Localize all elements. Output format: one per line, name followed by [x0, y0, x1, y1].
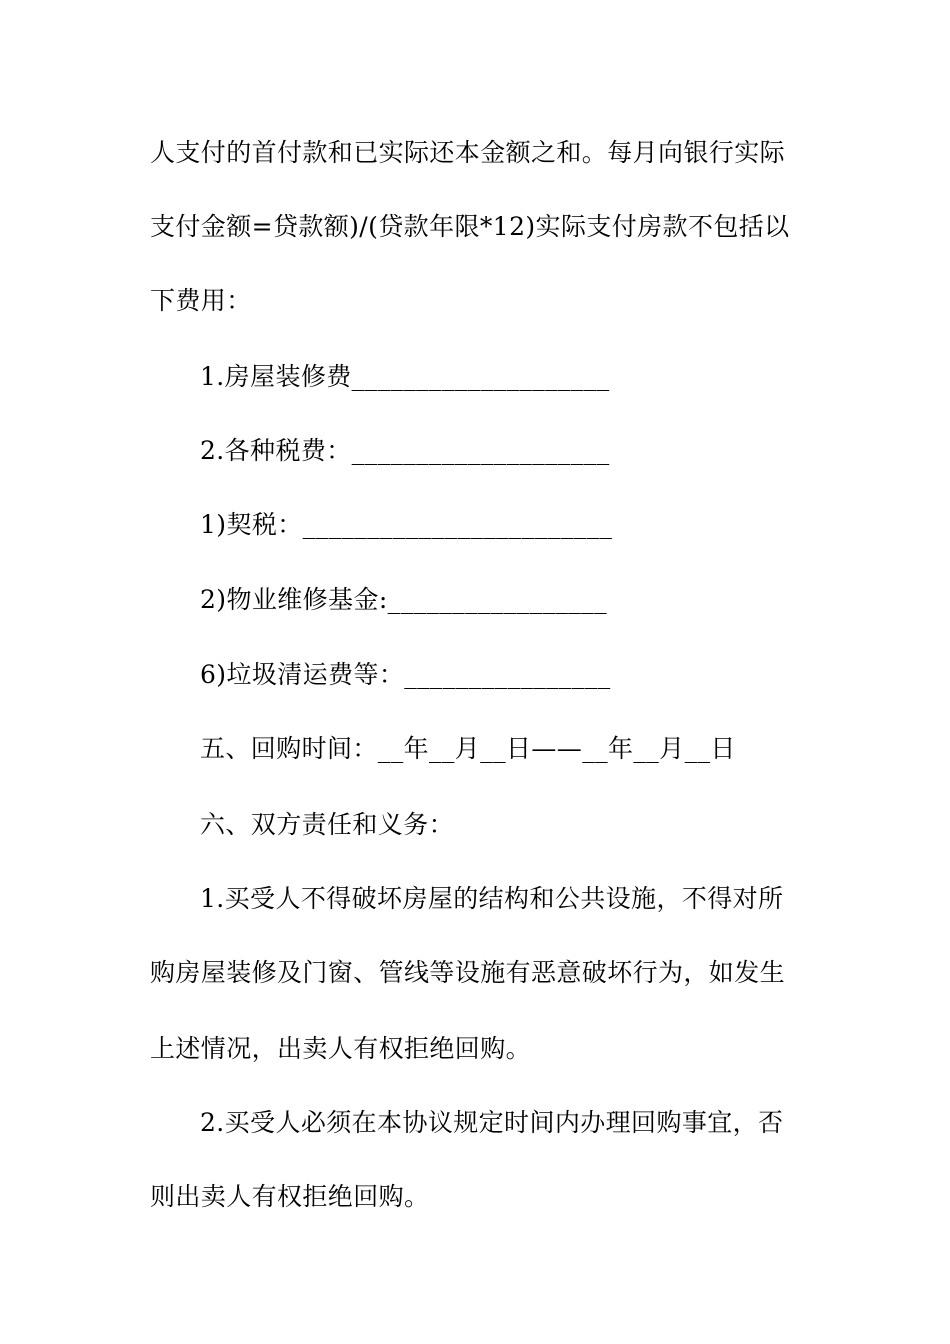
- fee-item-maintenance-fund: 2)物业维修基金:_________________: [200, 585, 607, 614]
- fee-item-garbage-removal: 6)垃圾清运费等：________________: [200, 660, 611, 689]
- fee-item-deed-tax: 1)契税：________________________: [200, 510, 613, 539]
- paragraph-line-1: 人支付的首付款和已实际还本金额之和。每月向银行实际: [150, 138, 786, 167]
- fee-item-decoration: 1.房屋装修费____________________: [200, 362, 610, 391]
- paragraph-line-3: 下费用：: [150, 286, 252, 315]
- section-buyback-time: 五、回购时间：__年__月__日——__年__月__日: [200, 734, 736, 763]
- clause-1-line-3: 上述情况，出卖人有权拒绝回购。: [150, 1034, 532, 1063]
- clause-2-line-2: 则出卖人有权拒绝回购。: [150, 1182, 430, 1211]
- clause-1-line-2: 购房屋装修及门窗、管线等设施有恶意破坏行为，如发生: [150, 958, 786, 987]
- clause-1-line-1: 1.买受人不得破坏房屋的结构和公共设施，不得对所: [200, 884, 784, 913]
- section-responsibilities-heading: 六、双方责任和义务：: [200, 810, 455, 839]
- fee-item-taxes: 2.各种税费：____________________: [200, 436, 610, 465]
- paragraph-line-2: 支付金额=贷款额)/(贷款年限*12)实际支付房款不包括以: [150, 212, 790, 241]
- clause-2-line-1: 2.买受人必须在本协议规定时间内办理回购事宜，否: [200, 1108, 784, 1137]
